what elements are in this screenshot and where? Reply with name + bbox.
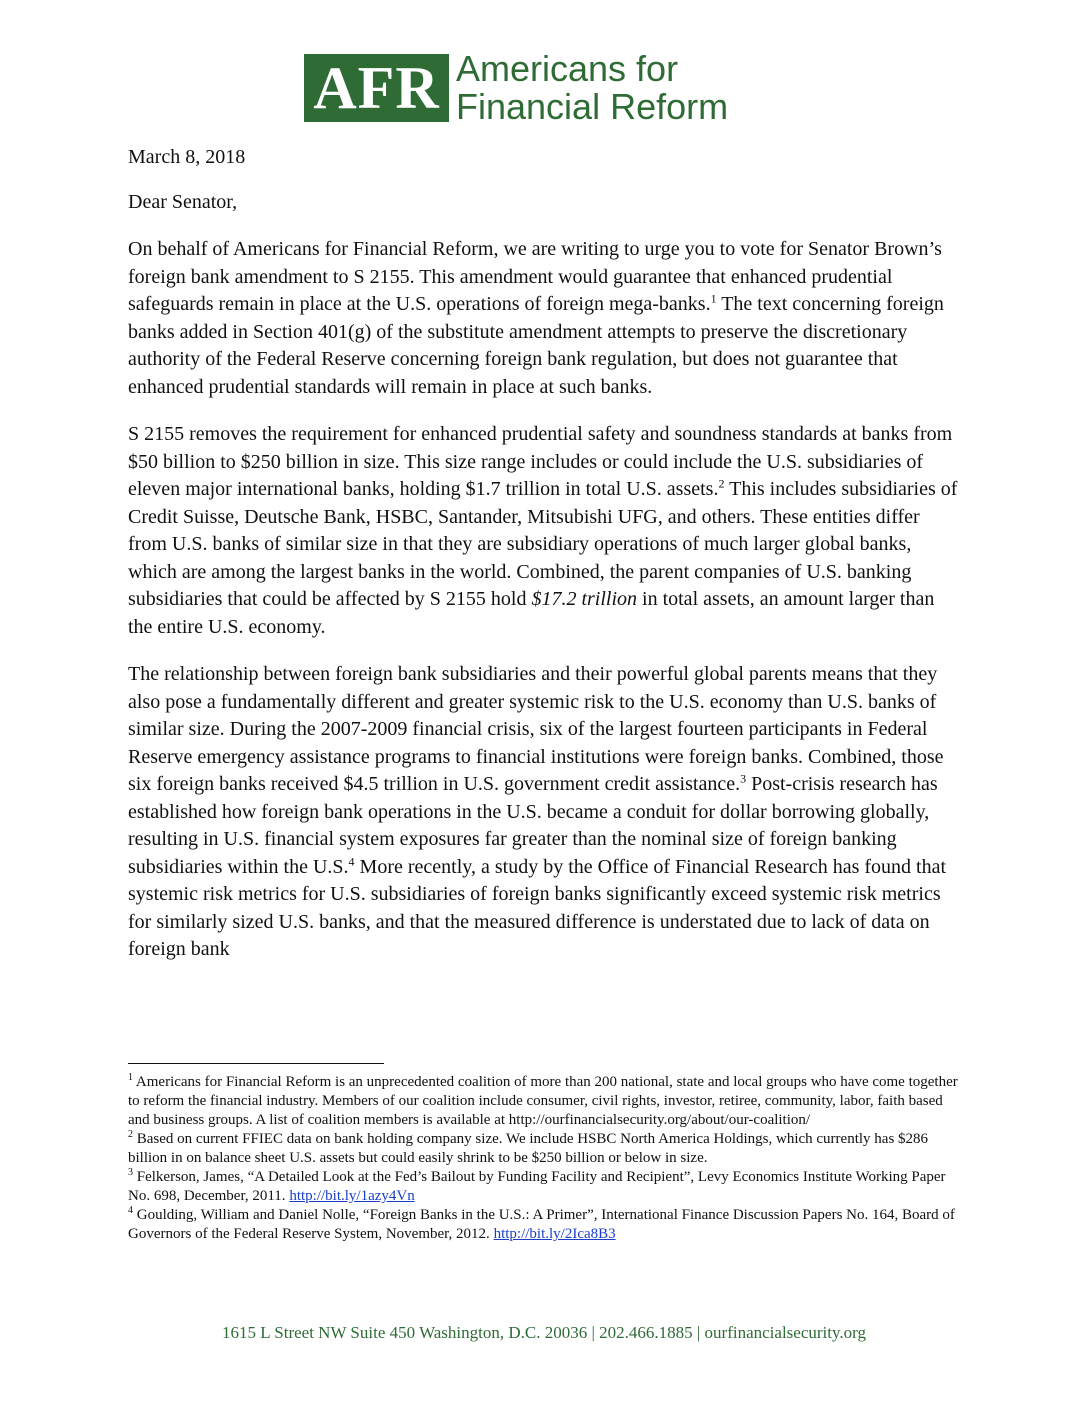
logo-abbr: AFR	[304, 54, 449, 122]
footnote-text: Americans for Financial Reform is an unprecedented coalition of more than 200 national, state and local groups who have come together to reform the financial industry. Members of our coalition include consumer, civil rights, investor, retiree, community, labor, faith based and business groups. A list of coalition members is available at http://ourfinancialsecurity.org/about/our-coalition/	[128, 1074, 958, 1128]
paragraph-2-text-a: S 2155 removes the requirement for enhanced prudential safety and soundness standards at banks from $50 billion to $250 billion in size. This size range includes or could include the U.S. subsidiaries of eleven major international banks, holding $1.7 trillion in total U.S. assets.	[128, 423, 953, 500]
afr-logo	[304, 48, 784, 127]
footnote-2	[128, 1130, 960, 1168]
paragraph-1-text-a: On behalf of Americans for Financial Reform, we are writing to urge you to vote for Senator Brown’s foreign bank amendment to S 2155. This amendment would guarantee that enhanced prudential safeguards remain in place at the U.S. operations of foreign mega-banks.	[128, 238, 942, 315]
footnote-4-link[interactable]: http://bit.ly/2Ica8B3	[493, 1226, 616, 1242]
footnote-ref-4: 4	[348, 853, 355, 868]
paragraph-2-italic: $17.2 trillion	[531, 588, 638, 610]
paragraph-3-text-c: More recently, a study by the Office of Financial Research has found that systemic risk metrics for U.S. subsidiaries of foreign banks significantly exceed systemic risk metrics for similarly sized U.S. banks, and that the measured difference is understated due to lack of data on foreign bank	[128, 855, 947, 960]
paragraph-1	[128, 236, 960, 401]
paragraph-3	[128, 661, 960, 964]
logo-name-line2: Financial Reform	[456, 86, 729, 127]
paragraph-2	[128, 421, 960, 641]
footnote-3	[128, 1168, 960, 1206]
footnote-number: 2	[128, 1129, 133, 1140]
footnote-number: 1	[128, 1072, 133, 1083]
salutation: Dear Senator,	[128, 191, 238, 213]
footnote-text: Felkerson, James, “A Detailed Look at the Fed’s Bailout by Funding Facility and Recipient”, Levy Economics Institute Working Paper No. 698, December, 2011.	[128, 1169, 946, 1204]
letter-footer: 1615 L Street NW Suite 450 Washington, D.C. 20036 | 202.466.1885 | ourfinancialsecurity.org	[222, 1323, 866, 1342]
paragraph-2-text-c: in total assets, an amount larger than the entire U.S. economy.	[128, 588, 935, 638]
footnote-1	[128, 1073, 960, 1130]
letter-date: March 8, 2018	[128, 146, 246, 168]
letter-body	[128, 144, 960, 964]
footnotes	[128, 1073, 960, 1244]
footnote-ref-1: 1	[710, 291, 717, 306]
footnote-3-link[interactable]: http://bit.ly/1azy4Vn	[289, 1188, 415, 1204]
footnote-ref-2: 2	[718, 476, 725, 491]
paragraph-1-text-b: The text concerning foreign banks added in Section 401(g) of the substitute amendment attempts to preserve the discretionary authority of the Federal Reserve concerning foreign bank regulation, but does not guarantee that enhanced prudential standards will remain in place at such banks.	[128, 293, 944, 398]
paragraph-3-text-b: Post-crisis research has established how foreign bank operations in the U.S. became a conduit for dollar borrowing globally, resulting in U.S. financial system exposures far greater than the nominal size of foreign banking subsidiaries within the U.S.	[128, 773, 938, 878]
footnote-text: Goulding, William and Daniel Nolle, “Foreign Banks in the U.S.: A Primer”, International Finance Discussion Papers No. 164, Board of Governors of the Federal Reserve System, November, 2012.	[128, 1207, 955, 1242]
paragraph-2-text-b: This includes subsidiaries of Credit Suisse, Deutsche Bank, HSBC, Santander, Mitsubishi UFG, and others. These entities differ from U.S. banks of similar size in that they are subsidiary operations of much larger global banks, which are among the largest banks in the world. Combined, the parent companies of U.S. banking subsidiaries that could be affected by S 2155 hold	[128, 478, 958, 610]
logo-name	[456, 50, 796, 126]
paragraph-3-text-a: The relationship between foreign bank subsidiaries and their powerful global parents means that they also pose a fundamentally different and greater systemic risk to the U.S. economy than U.S. banks of similar size. During the 2007-2009 financial crisis, six of the largest fourteen participants in Federal Reserve emergency assistance programs to financial institutions were foreign banks. Combined, those six foreign banks received $4.5 trillion in U.S. government credit assistance.	[128, 663, 944, 795]
footnote-divider	[128, 1063, 384, 1064]
logo-name-line1: Americans for	[456, 48, 679, 89]
footnote-number: 4	[128, 1205, 133, 1216]
footnote-ref-3: 3	[740, 771, 747, 786]
footnote-text: Based on current FFIEC data on bank holding company size. We include HSBC North America Holdings, which currently has $286 billion in on balance sheet U.S. assets but could easily shrink to be $250 billion or below in size.	[128, 1131, 929, 1166]
footnote-number: 3	[128, 1167, 133, 1178]
footnote-4	[128, 1206, 960, 1244]
